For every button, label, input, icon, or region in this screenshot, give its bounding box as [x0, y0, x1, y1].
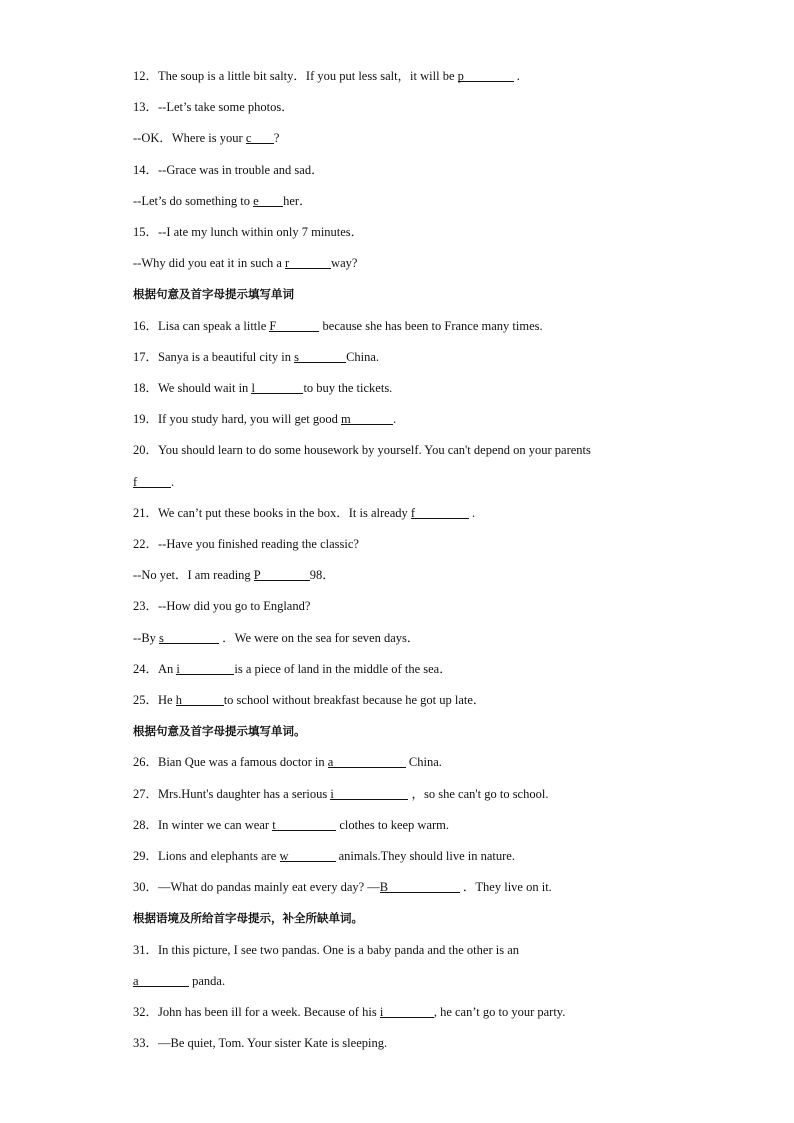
question-text-after: ．They live on it. — [459, 880, 552, 895]
hint-letter: c — [245, 131, 252, 146]
answer-blank[interactable] — [176, 661, 234, 675]
hint-letter: F — [269, 318, 277, 333]
question-line — [133, 380, 754, 396]
question-line — [133, 598, 754, 614]
question-text: 23．--How did you go to England? — [133, 599, 311, 614]
hint-letter: f — [410, 505, 416, 520]
question-line — [133, 786, 754, 802]
answer-blank[interactable] — [380, 879, 460, 893]
hint-letter: i — [330, 786, 334, 801]
question-text: 28．In winter we can wear — [133, 817, 273, 832]
answer-blank[interactable] — [272, 817, 336, 831]
question-line — [133, 692, 754, 708]
question-line — [133, 442, 754, 458]
question-text-after: ．We were on the sea for seven days． — [219, 630, 420, 645]
question-text-after: . — [513, 69, 520, 83]
answer-blank[interactable] — [269, 318, 319, 332]
question-text: 13．--Let’s take some photos． — [133, 100, 294, 115]
section-heading — [133, 910, 754, 926]
answer-blank[interactable] — [294, 349, 346, 363]
question-text: 33．—Be quiet, Tom. Your sister Kate is sleeping. — [133, 1036, 388, 1051]
hint-letter: m — [340, 412, 351, 427]
answer-blank[interactable] — [159, 630, 219, 644]
hint-letter: t — [272, 817, 276, 832]
question-text-after: China. — [346, 349, 380, 364]
question-text: 30．—What do pandas mainly eat every day? — — [133, 880, 380, 895]
question-line — [133, 848, 754, 864]
question-text: 16．Lisa can speak a little — [133, 318, 270, 333]
question-line — [133, 942, 754, 958]
question-text: --Why did you eat it in such a — [133, 256, 286, 271]
question-text-after: is a piece of land in the middle of the sea． — [234, 661, 452, 676]
question-text-after: ，so she can't go to school. — [408, 786, 549, 801]
question-line — [133, 99, 754, 115]
question-text: 31．In this picture, I see two pandas. One is a baby panda and the other is an — [133, 942, 520, 957]
answer-blank[interactable] — [133, 474, 171, 488]
answer-blank[interactable] — [411, 505, 469, 519]
question-text-after: to buy the tickets. — [303, 381, 393, 395]
hint-letter: f — [133, 474, 138, 489]
question-line — [133, 411, 754, 427]
hint-letter: l — [251, 381, 255, 395]
hint-letter: w — [279, 849, 289, 863]
hint-letter: h — [175, 693, 182, 707]
question-text-after: . — [468, 505, 476, 520]
question-text-after: . — [392, 412, 397, 427]
answer-blank[interactable] — [328, 754, 406, 768]
answer-blank[interactable] — [251, 380, 303, 394]
question-line — [133, 505, 754, 521]
question-text-after: . — [171, 474, 175, 489]
question-text-after: to school without breakfast because he got up late． — [223, 693, 486, 707]
question-text: 根据句意及首字母提示填写单词。 — [133, 724, 306, 739]
hint-letter: a — [133, 973, 139, 988]
question-line — [133, 536, 754, 552]
question-line — [133, 817, 754, 833]
section-heading — [133, 286, 754, 302]
question-line — [133, 567, 754, 583]
question-line — [133, 661, 754, 677]
question-text: 18．We should wait in — [133, 381, 252, 395]
question-text-after: way? — [331, 256, 358, 271]
question-text: --Let’s do something to — [133, 193, 254, 208]
question-text: 12．The soup is a little bit salty．If you put less salt，it will be — [133, 69, 458, 83]
hint-letter: s — [159, 630, 164, 645]
hint-letter: r — [285, 256, 290, 271]
answer-blank[interactable] — [330, 786, 408, 800]
answer-blank[interactable] — [133, 973, 189, 987]
question-text: 24．An — [133, 661, 177, 676]
question-text-after: ? — [273, 131, 280, 146]
question-text-after: clothes to keep warm. — [336, 817, 449, 832]
question-text: 22．--Have you finished reading the classic? — [133, 537, 359, 551]
question-text: --No yet．I am reading — [133, 568, 254, 583]
question-text: 26．Bian Que was a famous doctor in — [133, 755, 328, 770]
question-text: --OK．Where is your — [133, 131, 246, 146]
answer-blank[interactable] — [246, 130, 274, 144]
question-text: 27．Mrs.Hunt's daughter has a serious — [133, 786, 331, 801]
question-text: 15．--I ate my lunch within only 7 minutes． — [133, 225, 364, 239]
question-line — [133, 879, 754, 895]
question-line — [133, 68, 754, 84]
question-line — [133, 318, 754, 334]
question-text: 17．Sanya is a beautiful city in — [133, 349, 295, 364]
hint-letter: i — [379, 1005, 384, 1019]
answer-blank[interactable] — [280, 848, 336, 862]
answer-blank[interactable] — [254, 567, 310, 581]
hint-letter: P — [253, 568, 261, 583]
hint-letter: e — [253, 193, 259, 208]
answer-blank[interactable] — [253, 193, 283, 207]
question-text-after: animals.They should live in nature. — [335, 849, 515, 863]
hint-letter: a — [327, 755, 334, 770]
question-text: 21．We can’t put these books in the box．It is already — [133, 505, 411, 520]
question-line — [133, 474, 754, 490]
question-text-after: 98． — [309, 568, 335, 583]
hint-letter: i — [176, 661, 180, 676]
question-text: 根据句意及首字母提示填写单词 — [133, 287, 294, 302]
answer-blank[interactable] — [380, 1004, 434, 1018]
question-text: 根据语境及所给首字母提示，补全所缺单词。 — [133, 911, 363, 926]
answer-blank[interactable] — [458, 68, 514, 82]
hint-letter: p — [457, 69, 464, 83]
question-text: 14．--Grace was in trouble and sad． — [133, 162, 324, 177]
question-text-after: because she has been to France many times. — [319, 318, 543, 333]
question-line — [133, 130, 754, 146]
section-heading — [133, 723, 754, 739]
answer-blank[interactable] — [176, 692, 224, 706]
question-text: 19．If you study hard, you will get good — [133, 412, 341, 427]
hint-letter: s — [294, 349, 299, 364]
question-text: 20．You should learn to do some housework by yourself. You can't depend on your parents — [133, 443, 591, 458]
question-line — [133, 973, 754, 989]
question-line — [133, 162, 754, 178]
question-line — [133, 754, 754, 770]
question-text: --By — [133, 630, 160, 645]
question-line — [133, 255, 754, 271]
question-text-after: panda. — [189, 973, 226, 988]
question-line — [133, 193, 754, 209]
hint-letter: B — [379, 880, 389, 895]
question-text-after: her． — [283, 193, 312, 208]
question-text-after: , he can’t go to your party. — [433, 1005, 566, 1019]
question-line — [133, 224, 754, 240]
question-line — [133, 1004, 754, 1020]
question-text: 29．Lions and elephants are — [133, 849, 280, 863]
answer-blank[interactable] — [341, 411, 393, 425]
question-line — [133, 349, 754, 365]
question-text: 25．He — [133, 693, 176, 707]
question-text-after: China. — [405, 755, 442, 770]
answer-blank[interactable] — [285, 255, 331, 269]
question-text: 32．John has been ill for a week. Because of his — [133, 1005, 380, 1019]
question-line — [133, 630, 754, 646]
question-line — [133, 1035, 754, 1051]
